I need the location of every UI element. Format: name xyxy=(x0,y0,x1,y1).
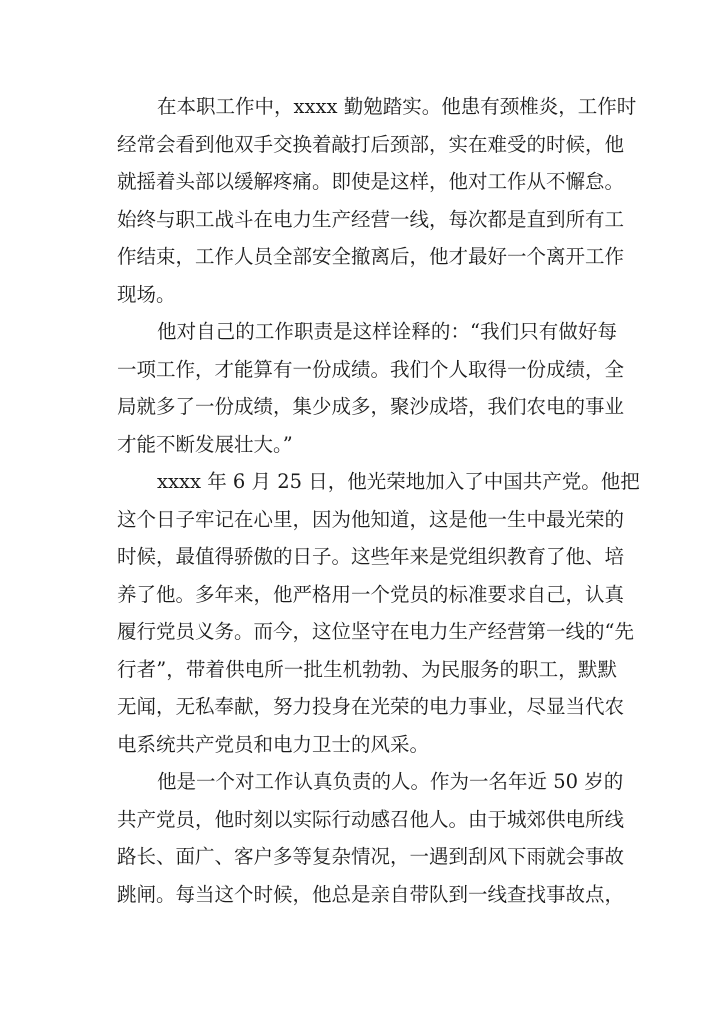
text-line: 行者”，带着供电所一批生机勃勃、为民服务的职工，默默 xyxy=(117,657,617,681)
text-line: 在本职工作中，xxxx 勤勉踏实。他患有颈椎炎，工作时 xyxy=(157,95,637,118)
text-line: 这个日子牢记在心里，因为他知道，这是他一生中最光荣的 xyxy=(117,507,625,531)
text-line: 作结束，工作人员全部安全撤离后，他才最好一个离开工作 xyxy=(117,245,625,268)
text-line: 跳闸。每当这个时候，他总是亲自带队到一线查找事故点， xyxy=(117,882,625,906)
text-line: 无闻，无私奉献，努力投身在光荣的电力事业，尽显当代农 xyxy=(117,695,625,718)
text-line: 一项工作，才能算有一份成绩。我们个人取得一份成绩，全 xyxy=(117,357,625,381)
text-line: 电系统共产党员和电力卫士的风采。 xyxy=(117,732,430,756)
paragraph-4 xyxy=(117,763,625,913)
text-line: 时候，最值得骄傲的日子。这些年来是党组织教育了他、培 xyxy=(117,545,625,568)
text-line: 局就多了一份成绩，集少成多，聚沙成塔，我们农电的事业 xyxy=(117,395,625,418)
text-line: 才能不断发展壮大。” xyxy=(117,432,293,456)
text-line: 共产党员，他时刻以实际行动感召他人。由于城郊供电所线 xyxy=(117,807,625,831)
text-line: 经常会看到他双手交换着敲打后颈部，实在难受的时候，他 xyxy=(117,132,625,156)
text-line: 路长、面广、客户多等复杂情况，一遇到刮风下雨就会事故 xyxy=(117,845,625,868)
paragraph-1 xyxy=(117,88,637,313)
text-line: xxxx 年 6 月 25 日，他光荣地加入了中国共产党。他把 xyxy=(157,470,640,493)
text-line: 履行党员义务。而今，这位坚守在电力生产经营第一线的“先 xyxy=(117,620,634,643)
text-line: 养了他。多年来，他严格用一个党员的标准要求自己，认真 xyxy=(117,582,625,606)
text-line: 他是一个对工作认真负责的人。作为一名年近 50 岁的 xyxy=(157,770,624,793)
text-line: 就摇着头部以缓解疼痛。即使是这样，他对工作从不懈怠。 xyxy=(117,170,625,193)
paragraph-3 xyxy=(117,463,640,763)
document-body xyxy=(117,88,640,913)
text-line: 现场。 xyxy=(117,282,176,306)
paragraph-2 xyxy=(117,313,625,463)
text-line: 他对自己的工作职责是这样诠释的：“我们只有做好每 xyxy=(157,320,617,343)
text-line: 始终与职工战斗在电力生产经营一线，每次都是直到所有工 xyxy=(117,207,625,231)
